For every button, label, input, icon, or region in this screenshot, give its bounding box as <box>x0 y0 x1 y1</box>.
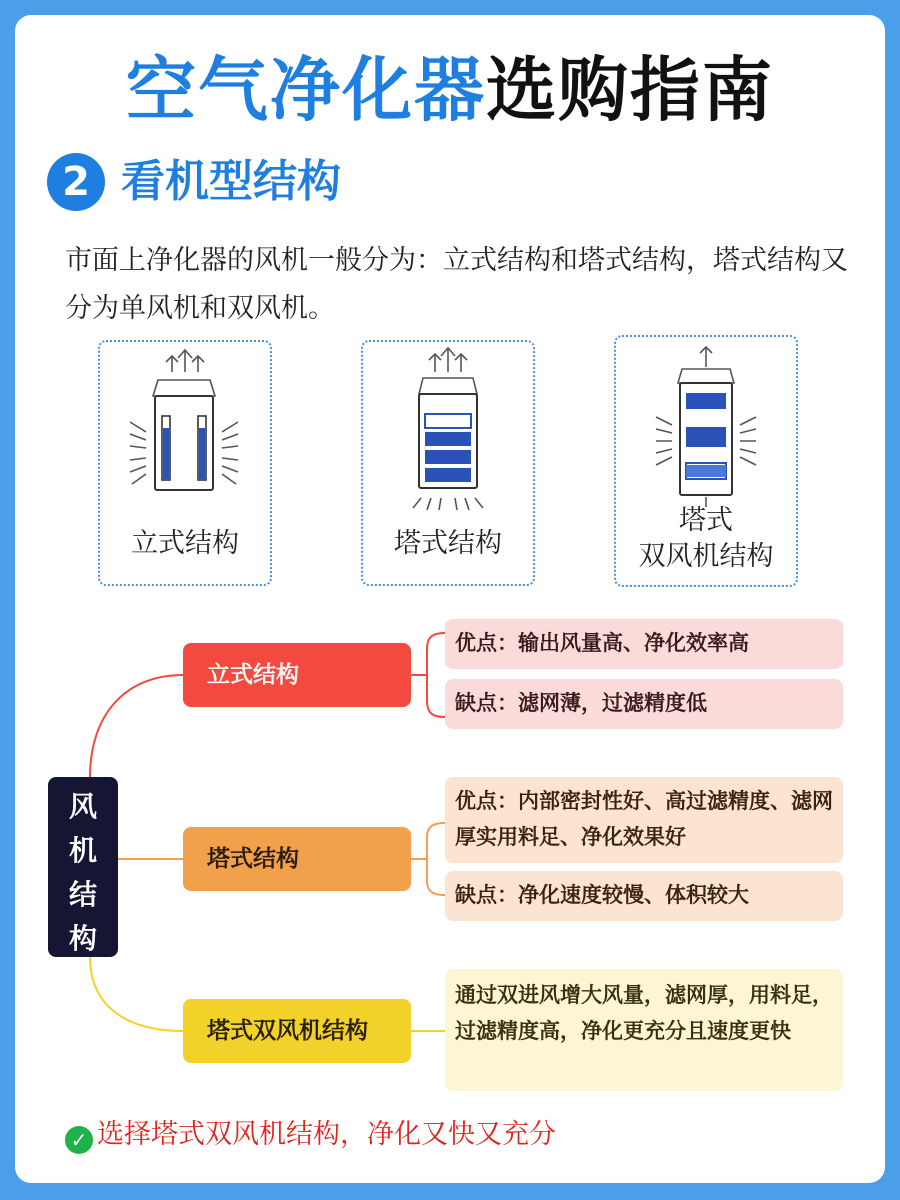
tower-purifier-icon <box>363 342 533 512</box>
root-char: 构 <box>68 922 97 955</box>
diagram-standing <box>98 340 272 586</box>
leaf-standing-pros: 优点：输出风量高、净化效率高 <box>445 619 843 669</box>
leaf-tower-cons: 缺点：净化速度较慢、体积较大 <box>445 871 843 921</box>
branch-tower-dual-fan: 塔式双风机结构 <box>183 999 411 1063</box>
mindmap-root <box>48 777 118 957</box>
standing-purifier-icon <box>100 342 270 512</box>
check-circle-icon: ✓ <box>65 1126 93 1154</box>
root-char: 风 <box>68 790 97 823</box>
branch-standing: 立式结构 <box>183 643 411 707</box>
diagram-tower <box>361 340 535 586</box>
leaf-tower-dual-fan-desc: 通过双进风增大风量，滤网厚，用料足，过滤精度高，净化更充分且速度更快 <box>445 969 843 1091</box>
diagram-label-line1: 塔式 <box>679 505 733 536</box>
diagram-label-line2: 双风机结构 <box>638 541 774 572</box>
branch-tower: 塔式结构 <box>183 827 411 891</box>
page-title <box>15 47 885 133</box>
title-blue: 空气净化器 <box>126 49 486 131</box>
root-char: 机 <box>68 834 97 867</box>
diagram-label: 立式结构 <box>131 528 239 559</box>
recommendation <box>65 1115 556 1155</box>
tower-dual-fan-purifier-icon <box>616 337 796 507</box>
diagram-tower-dual-fan <box>614 335 798 587</box>
guide-card <box>15 15 885 1183</box>
intro-paragraph: 市面上净化器的风机一般分为：立式结构和塔式结构，塔式结构又分为单风机和双风机。 <box>65 245 848 324</box>
section-title: 看机型结构 <box>121 156 341 207</box>
recommendation-text: 选择塔式双风机结构，净化又快又充分 <box>97 1119 556 1150</box>
root-char: 结 <box>68 878 97 911</box>
leaf-tower-pros: 优点：内部密封性好、高过滤精度、滤网厚实用料足、净化效果好 <box>445 777 843 863</box>
section-number-badge: 2 <box>47 153 105 211</box>
leaf-standing-cons: 缺点：滤网薄，过滤精度低 <box>445 679 843 729</box>
title-black: 选购指南 <box>486 49 774 131</box>
diagram-label: 塔式结构 <box>394 528 502 559</box>
